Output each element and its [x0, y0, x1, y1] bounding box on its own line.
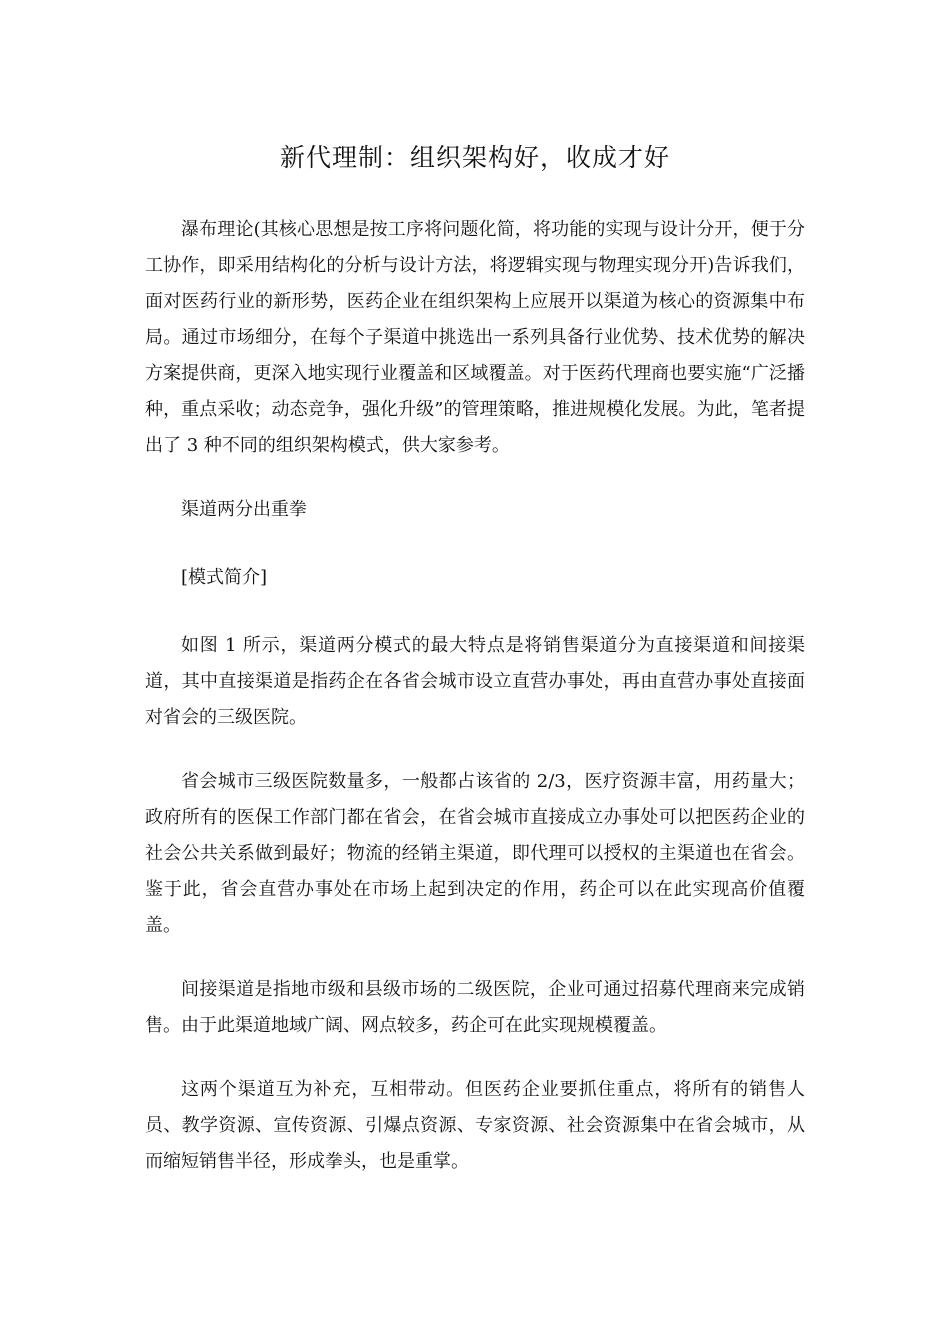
subsection-heading: [模式简介]: [181, 567, 268, 588]
paragraph-indirect-channel: 间接渠道是指地市级和县级市场的二级医院，企业可通过招募代理商来完成销售。由于此渠道地域广阔、网点较多，药企可在此实现规模覆盖。: [145, 979, 805, 1036]
paragraph-complementary: 这两个渠道互为补充，互相带动。但医药企业要抓住重点，将所有的销售人员、教学资源、宣传资源、引爆点资源、专家资源、社会资源集中在省会城市，从而缩短销售半径，形成拳头，也是重掌。: [145, 1079, 805, 1172]
paragraph-model-intro: 如图 1 所示，渠道两分模式的最大特点是将销售渠道分为直接渠道和间接渠道，其中直接渠道是指药企在各省会城市设立直营办事处，再由直营办事处直接面对省会的三级医院。: [145, 635, 805, 728]
paragraph-provincial-capital: 省会城市三级医院数量多，一般都占该省的 2/3，医疗资源丰富，用药量大；政府所有的医保工作部门都在省会，在省会城市直接成立办事处可以把医药企业的社会公共关系做到最好；物流的经销主渠道，即代理可以授权的主渠道也在省会。鉴于此，省会直营办事处在市场上起到决定的作用，药企可以在此实现高价值覆盖。: [145, 771, 805, 936]
document-body: [145, 212, 805, 1208]
paragraph-intro: 瀑布理论(其核心思想是按工序将问题化简，将功能的实现与设计分开，便于分工协作，即采用结构化的分析与设计方法，将逻辑实现与物理实现分开)告诉我们，面对医药行业的新形势，医药企业在组织架构上应展开以渠道为核心的资源集中布局。通过市场细分，在每个子渠道中挑选出一系列具备行业优势、技术优势的解决方案提供商，更深入地实现行业覆盖和区域覆盖。对于医药代理商也要实施“广泛播种，重点采收；动态竞争，强化升级”的管理策略，推进规模化发展。为此，笔者提出了 3 种不同的组织架构模式，供大家参考。: [145, 219, 805, 456]
section-heading: 渠道两分出重拳: [181, 499, 307, 520]
document-title: 新代理制：组织架构好，收成才好: [279, 143, 670, 172]
